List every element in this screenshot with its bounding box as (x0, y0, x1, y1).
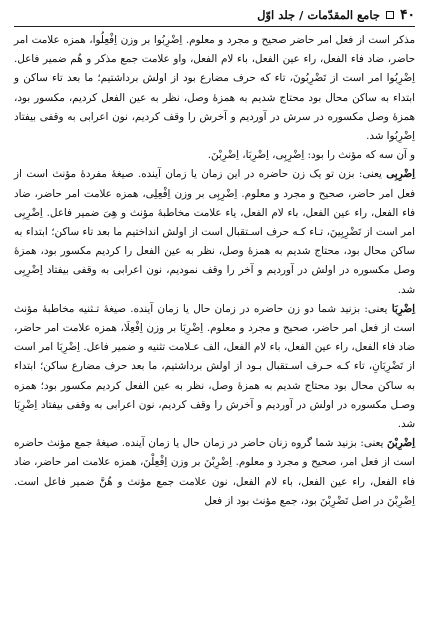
paragraph-text: مذکر است از فعل امر حاضر صحیح و مجرد و معلوم. اِضْرِبُوا بر وزن اِفْعِلُوا، همزه علامت امر حاضر، ضاد فاء الفعل، راء عین الفعل، باء لام الفعل، واو علامت جمع مذکر و هُم ضمیر فاعل. اِضْرِبُوا امر است از تَضْرِبُونَ، تاء که حرف مضارع بود از اولش برداشتیم؛ ما بعد تاء ساکن و ابتداء به ساکن محال بود محتاج شدیم به همزهٔ وصل، نظر به عین الفعل کردیم، مکسور بود، همزهٔ وصل مکسوره در سرش در آوردیم و آخرش را وقف کردیم، نون اعرابی به وقفی بیفتاد اِضْرِبُوا شد. (14, 34, 415, 143)
running-title: جامع المقدّمات / جلد اوّل (257, 8, 380, 22)
paragraph-lead: اِضْرِبَا (391, 302, 415, 315)
paragraph (14, 146, 415, 165)
page-header (14, 4, 415, 27)
paragraph (14, 165, 415, 299)
page-body (14, 31, 415, 511)
paragraph-text: یعنی: بزنید شما دو زن حاضره در زمان حال یا زمان آینده. صیغهٔ تـثنیه مخاطبهٔ مؤنث است از فعل امر حاضر، صحیح و مجرد و معلوم. اِضْرِبَا بر وزن اِفْعِلَا، همزه علامت امر حاضر، ضاد فاء الفعل، راء عین الفعل، باء لام الفعل، الف عـلامت تثنیه و ضمیر فاعل. اِضْرِبَا امر است از تَضْرِبَانِ، تاء کـه حـرف اسـتقبال بـود از اولش برداشتیم، ما بعد حرف مضارع ساکن؛ ابتداء به ساکن محال بود محتاج شدیم به همزهٔ وصل، نظر به عین الفعل کردیم مکسور بود؛ همزه وصـل مکسوره در اولش در آوردیم و آخرش را وقف کردیم، نون اعرابی به وقفی بیفتاد اِضْرِبَا شد. (14, 302, 415, 431)
paragraph-lead: اِضْرِبْنَ (387, 437, 415, 450)
paragraph (14, 434, 415, 511)
page-number: ۴۰ (399, 7, 415, 23)
paragraph-text: و آن سه که مؤنث را بود: اِضْرِبِی، اِضْرِبَا، اِضْرِبْنَ. (207, 149, 415, 162)
square-icon (386, 11, 394, 19)
paragraph-text: یعنی: بزن تو یک زن حاضره در این زمان یا زمان آینده. صیغهٔ مفردهٔ مؤنث است از فعل امر حاضر، صحیح و مجرد و معلوم. اِضْرِبِی بر وزن اِفْعِلِی، همزه علامت امر حاضر، ضاد فاء الفعل، راء عین الفعل، باء لام الفعل، یاء علامت مخاطبهٔ مؤنث و هِیَ ضمیر فاعل. اِضْرِبِی امر است از تَضْرِبِینَ، تـاء کـه حرف اسـتقبال است از اولش انداختیم ما بعد تاء ساکن؛ ابتداء به ساکن محال بود، محتاج شدیم به همزهٔ وصل، نظر به عین الفعل را کردیم مکسور بود، همزهٔ وصل مکسوره در اولش در آوردیم و آخر را وقف نمودیم، نون اعرابی به وقفی بیفتاد اِضْرِبِی شد. (14, 168, 415, 296)
paragraph (14, 31, 415, 146)
paragraph (14, 300, 415, 434)
paragraph-text: یعنی: بزنید شما گروه زنان حاضر در زمان حال یا زمان آینده. صیغهٔ جمع مؤنث حاضره است از فعل امر، صحیح و مجرد و معلوم. اِضْرِبْنَ بر وزن اِفْعِلْنَ، همزه علامت امر حاضر، ضاد فاء الفعل، راء عین الفعل، باء لام الفعل، نون علامت جمع مؤنث و هُنَّ ضمیر فاعل است. اِضْرِبْنَ در اصل تَضْرِبْنَ بود، جمع مؤنث بود از فعل (14, 437, 415, 507)
paragraph-lead: اِضْرِبِی (386, 168, 415, 181)
